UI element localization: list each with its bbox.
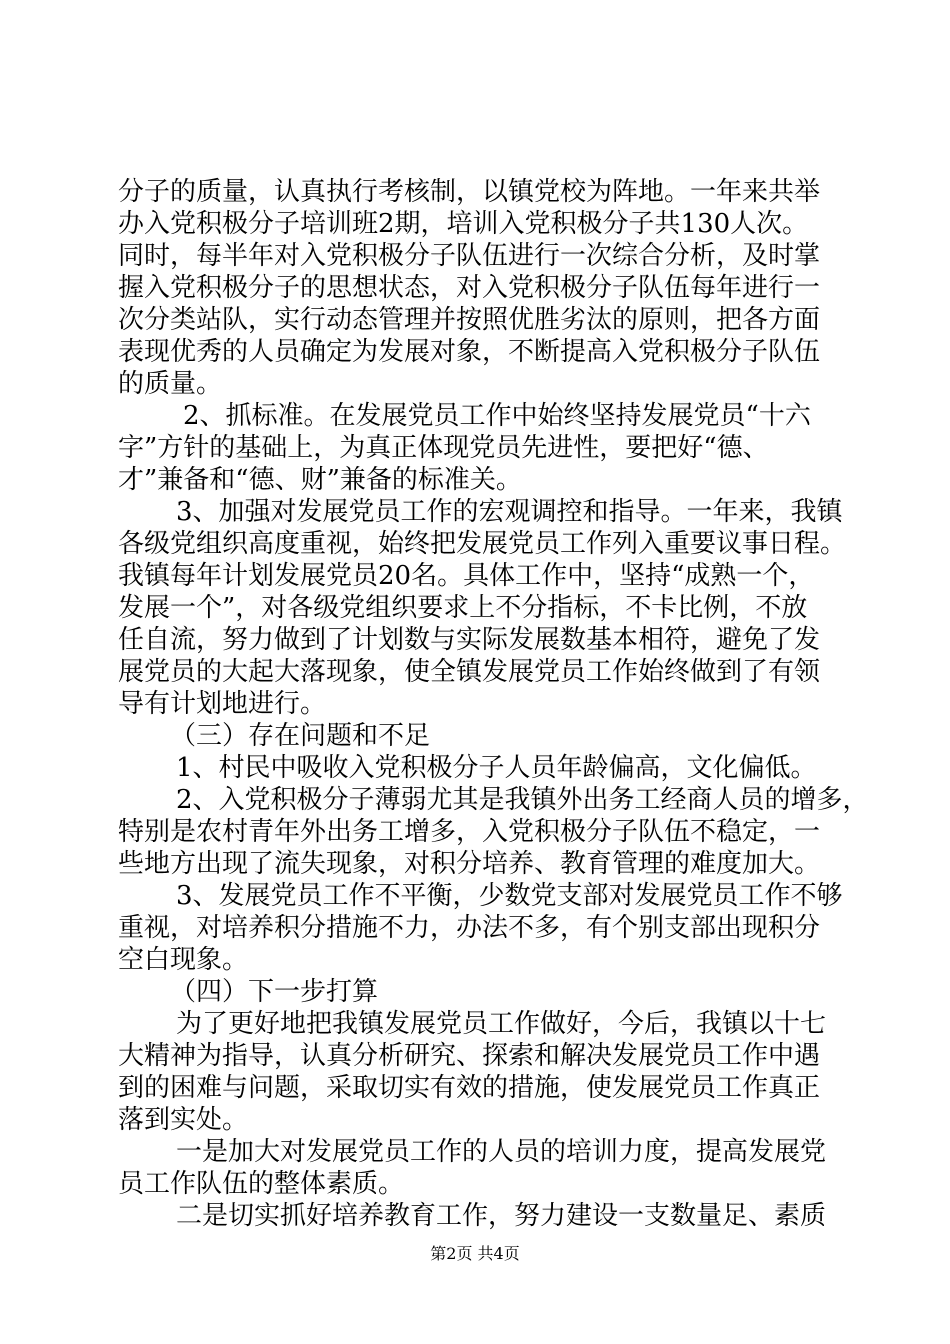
text-line: 导有计划地进行。: [118, 689, 327, 719]
text-line: 二是切实抓好培养教育工作，努力建设一支数量足、素质: [176, 1201, 827, 1231]
text-line: 各级党组织高度重视，始终把发展党员工作列入重要议事日程。: [118, 529, 847, 559]
text-line: 表现优秀的人员确定为发展对象，不断提高入党积极分子队伍: [118, 337, 821, 367]
text-line: 空白现象。: [118, 945, 249, 975]
section-heading: （三）存在问题和不足: [170, 721, 431, 751]
page-number-footer: 第2页 共4页: [430, 1244, 520, 1263]
text-line: 2、抓标准。在发展党员工作中始终坚持发展党员“十六: [183, 401, 811, 431]
text-line: 员工作队伍的整体素质。: [118, 1169, 405, 1199]
text-line: 3、发展党员工作不平衡，少数党支部对发展党员工作不够: [176, 881, 843, 911]
text-line: 的质量。: [118, 369, 223, 399]
text-line: 办入党积极分子培训班2期，培训入党积极分子共130人次。: [118, 209, 809, 239]
text-line: 发展一个”，对各级党组织要求上不分指标，不卡比例，不放: [118, 593, 808, 623]
text-line: 同时，每半年对入党积极分子队伍进行一次综合分析，及时掌: [118, 241, 821, 271]
text-line: 大精神为指导，认真分析研究、探索和解决发展党员工作中遇: [118, 1041, 821, 1071]
text-line: 任自流，努力做到了计划数与实际发展数基本相符，避免了发: [118, 625, 821, 655]
section-heading: （四）下一步打算: [170, 977, 379, 1007]
text-line: 3、加强对发展党员工作的宏观调控和指导。一年来，我镇: [176, 497, 843, 527]
text-line: 落到实处。: [118, 1105, 249, 1135]
text-line: 些地方出现了流失现象，对积分培养、教育管理的难度加大。: [118, 849, 821, 879]
text-line: 展党员的大起大落现象，使全镇发展党员工作始终做到了有领: [118, 657, 821, 687]
text-line: 到的困难与问题，采取切实有效的措施，使发展党员工作真正: [118, 1073, 821, 1103]
text-line: 1、村民中吸收入党积极分子人员年龄偏高，文化偏低。: [176, 753, 817, 783]
text-line: 才”兼备和“德、财”兼备的标准关。: [118, 465, 522, 495]
text-line: 握入党积极分子的思想状态，对入党积极分子队伍每年进行一: [118, 273, 821, 303]
text-line: 我镇每年计划发展党员20名。具体工作中，坚持“成熟一个，: [118, 561, 815, 591]
text-line: 字”方针的基础上，为真正体现党员先进性，要把好“德、: [118, 433, 769, 463]
text-line: 一是加大对发展党员工作的人员的培训力度，提高发展党: [176, 1137, 827, 1167]
text-line: 2、入党积极分子薄弱尤其是我镇外出务工经商人员的增多，: [176, 785, 869, 815]
text-line: 次分类站队，实行动态管理并按照优胜劣汰的原则，把各方面: [118, 305, 821, 335]
text-line: 特别是农村青年外出务工增多，入党积极分子队伍不稳定，一: [118, 817, 821, 847]
text-line: 重视，对培养积分措施不力，办法不多，有个别支部出现积分: [118, 913, 821, 943]
text-line: 为了更好地把我镇发展党员工作做好，今后，我镇以十七: [176, 1009, 827, 1039]
text-line: 分子的质量，认真执行考核制，以镇党校为阵地。一年来共举: [118, 177, 821, 207]
